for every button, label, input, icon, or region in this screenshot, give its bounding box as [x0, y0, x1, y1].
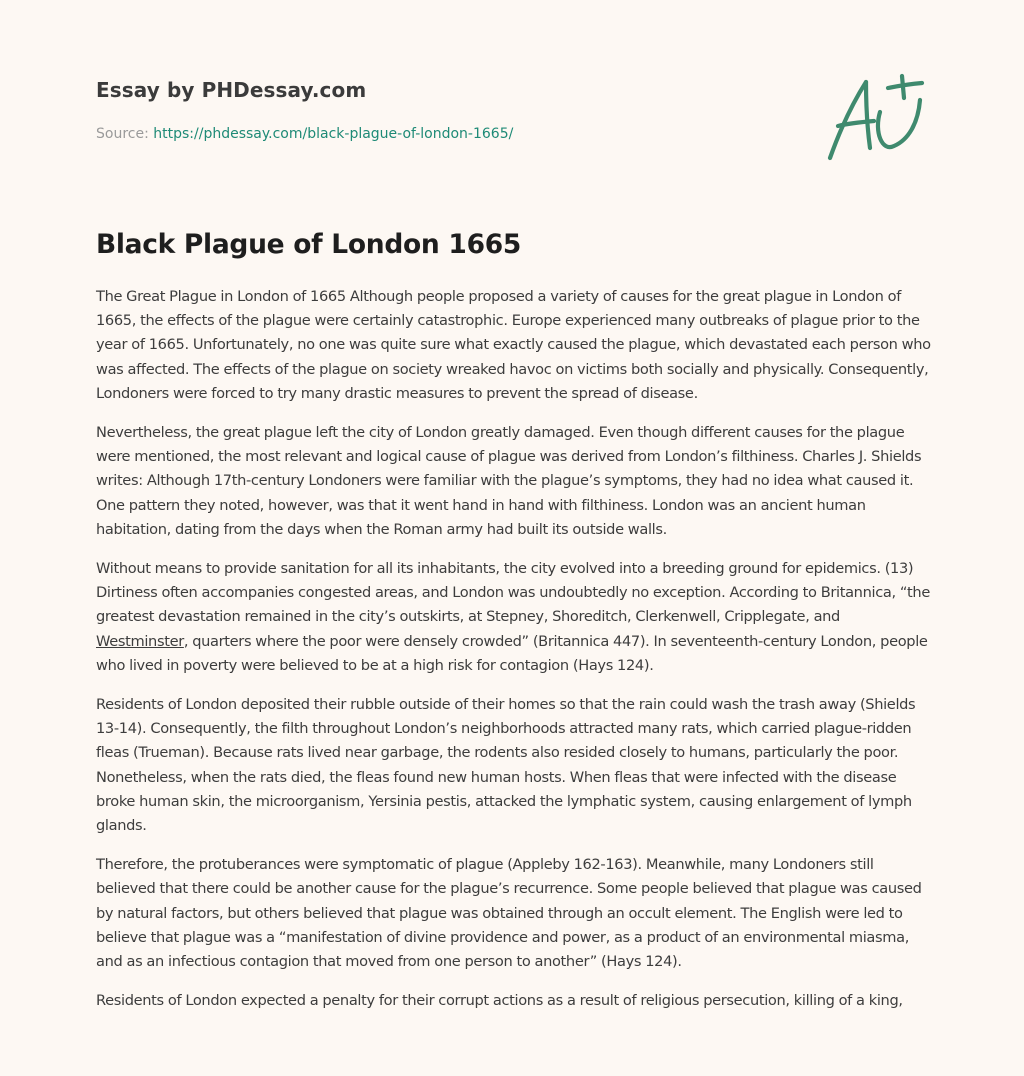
source-label: Source: [96, 126, 154, 142]
essay-paragraph-4: Residents of London deposited their rubble outside of their homes so that the rain could wash the trash away (Shields 13-14). Consequently, the filth throughout London’s neighborhoods attracted many rats, which carried plague-ridden fleas (Trueman). Because rats lived near garbage, the rodents also resided closely to humans, particularly the poor. Nonetheless, when the rats died, the fleas found new human hosts. When fleas that were infected with the disease broke human skin, the microorganism, Yersinia pestis, attacked the lymphatic system, causing enlargement of lymph glands. [96, 696, 916, 835]
source-link[interactable]: https://phdessay.com/black-plague-of-london-1665/ [153, 126, 514, 142]
source-line [96, 124, 513, 144]
essay-paragraph-6: Residents of London expected a penalty for their corrupt actions as a result of religious persecution, killing of a king, [96, 992, 903, 1010]
paragraph-3-text-before-link: Without means to provide sanitation for all its inhabitants, the city evolved into a breeding ground for epidemics. (13) Dirtiness often accompanies congested areas, and London was undoubtedly no exception. According to Britannica, “the greatest devastation remained in the city’s outskirts, at Stepney, Shoreditch, Clerkenwell, Cripplegate, and [96, 560, 930, 626]
essay-paragraph-3 [96, 557, 934, 678]
essay-body [96, 285, 934, 1028]
essay-paragraph-2: Nevertheless, the great plague left the city of London greatly damaged. Even though different causes for the plague were mentioned, the most relevant and logical cause of plague was derived from London’s filthiness. Charles J. Shields writes: Although 17th-century Londoners were familiar with the plague’s symptoms, they had no idea what caused it. One pattern they noted, however, was that it went hand in hand with filthiness. London was an ancient human habitation, dating from the days when the Roman army had built its outside walls. [96, 424, 922, 538]
essay-paragraph-1: The Great Plague in London of 1665 Although people proposed a variety of causes for the great plague in London of 1665, the effects of the plague were certainly catastrophic. Europe experienced many outbreaks of plague prior to the year of 1665. Unfortunately, no one was quite sure what exactly caused the plague, which devastated each person who was affected. The effects of the plague on society wreaked havoc on victims both socially and physically. Consequently, Londoners were forced to try many drastic measures to prevent the spread of disease. [96, 288, 931, 402]
westminster-link[interactable]: Westminster [96, 632, 184, 650]
a-plus-logo-icon [822, 68, 928, 166]
site-title: Essay by PHDessay.com [96, 78, 367, 102]
essay-paragraph-5: Therefore, the protuberances were symptomatic of plague (Appleby 162-163). Meanwhile, many Londoners still believed that there could be another cause for the plague’s recurrence. Some people believed that plague was caused by natural factors, but others believed that plague was obtained through an occult element. The English were led to believe that plague was a “manifestation of divine providence and power, as a product of an environmental miasma, and as an infectious contagion that moved from one person to another” (Hays 124). [96, 856, 922, 971]
header [96, 76, 928, 142]
paragraph-3-text-after-link: , quarters where the poor were densely crowded” (Britannica 447). In seventeenth-century London, people who lived in poverty were believed to be at a high risk for contagion (Hays 124). [96, 632, 928, 674]
essay-title: Black Plague of London 1665 [96, 229, 521, 260]
